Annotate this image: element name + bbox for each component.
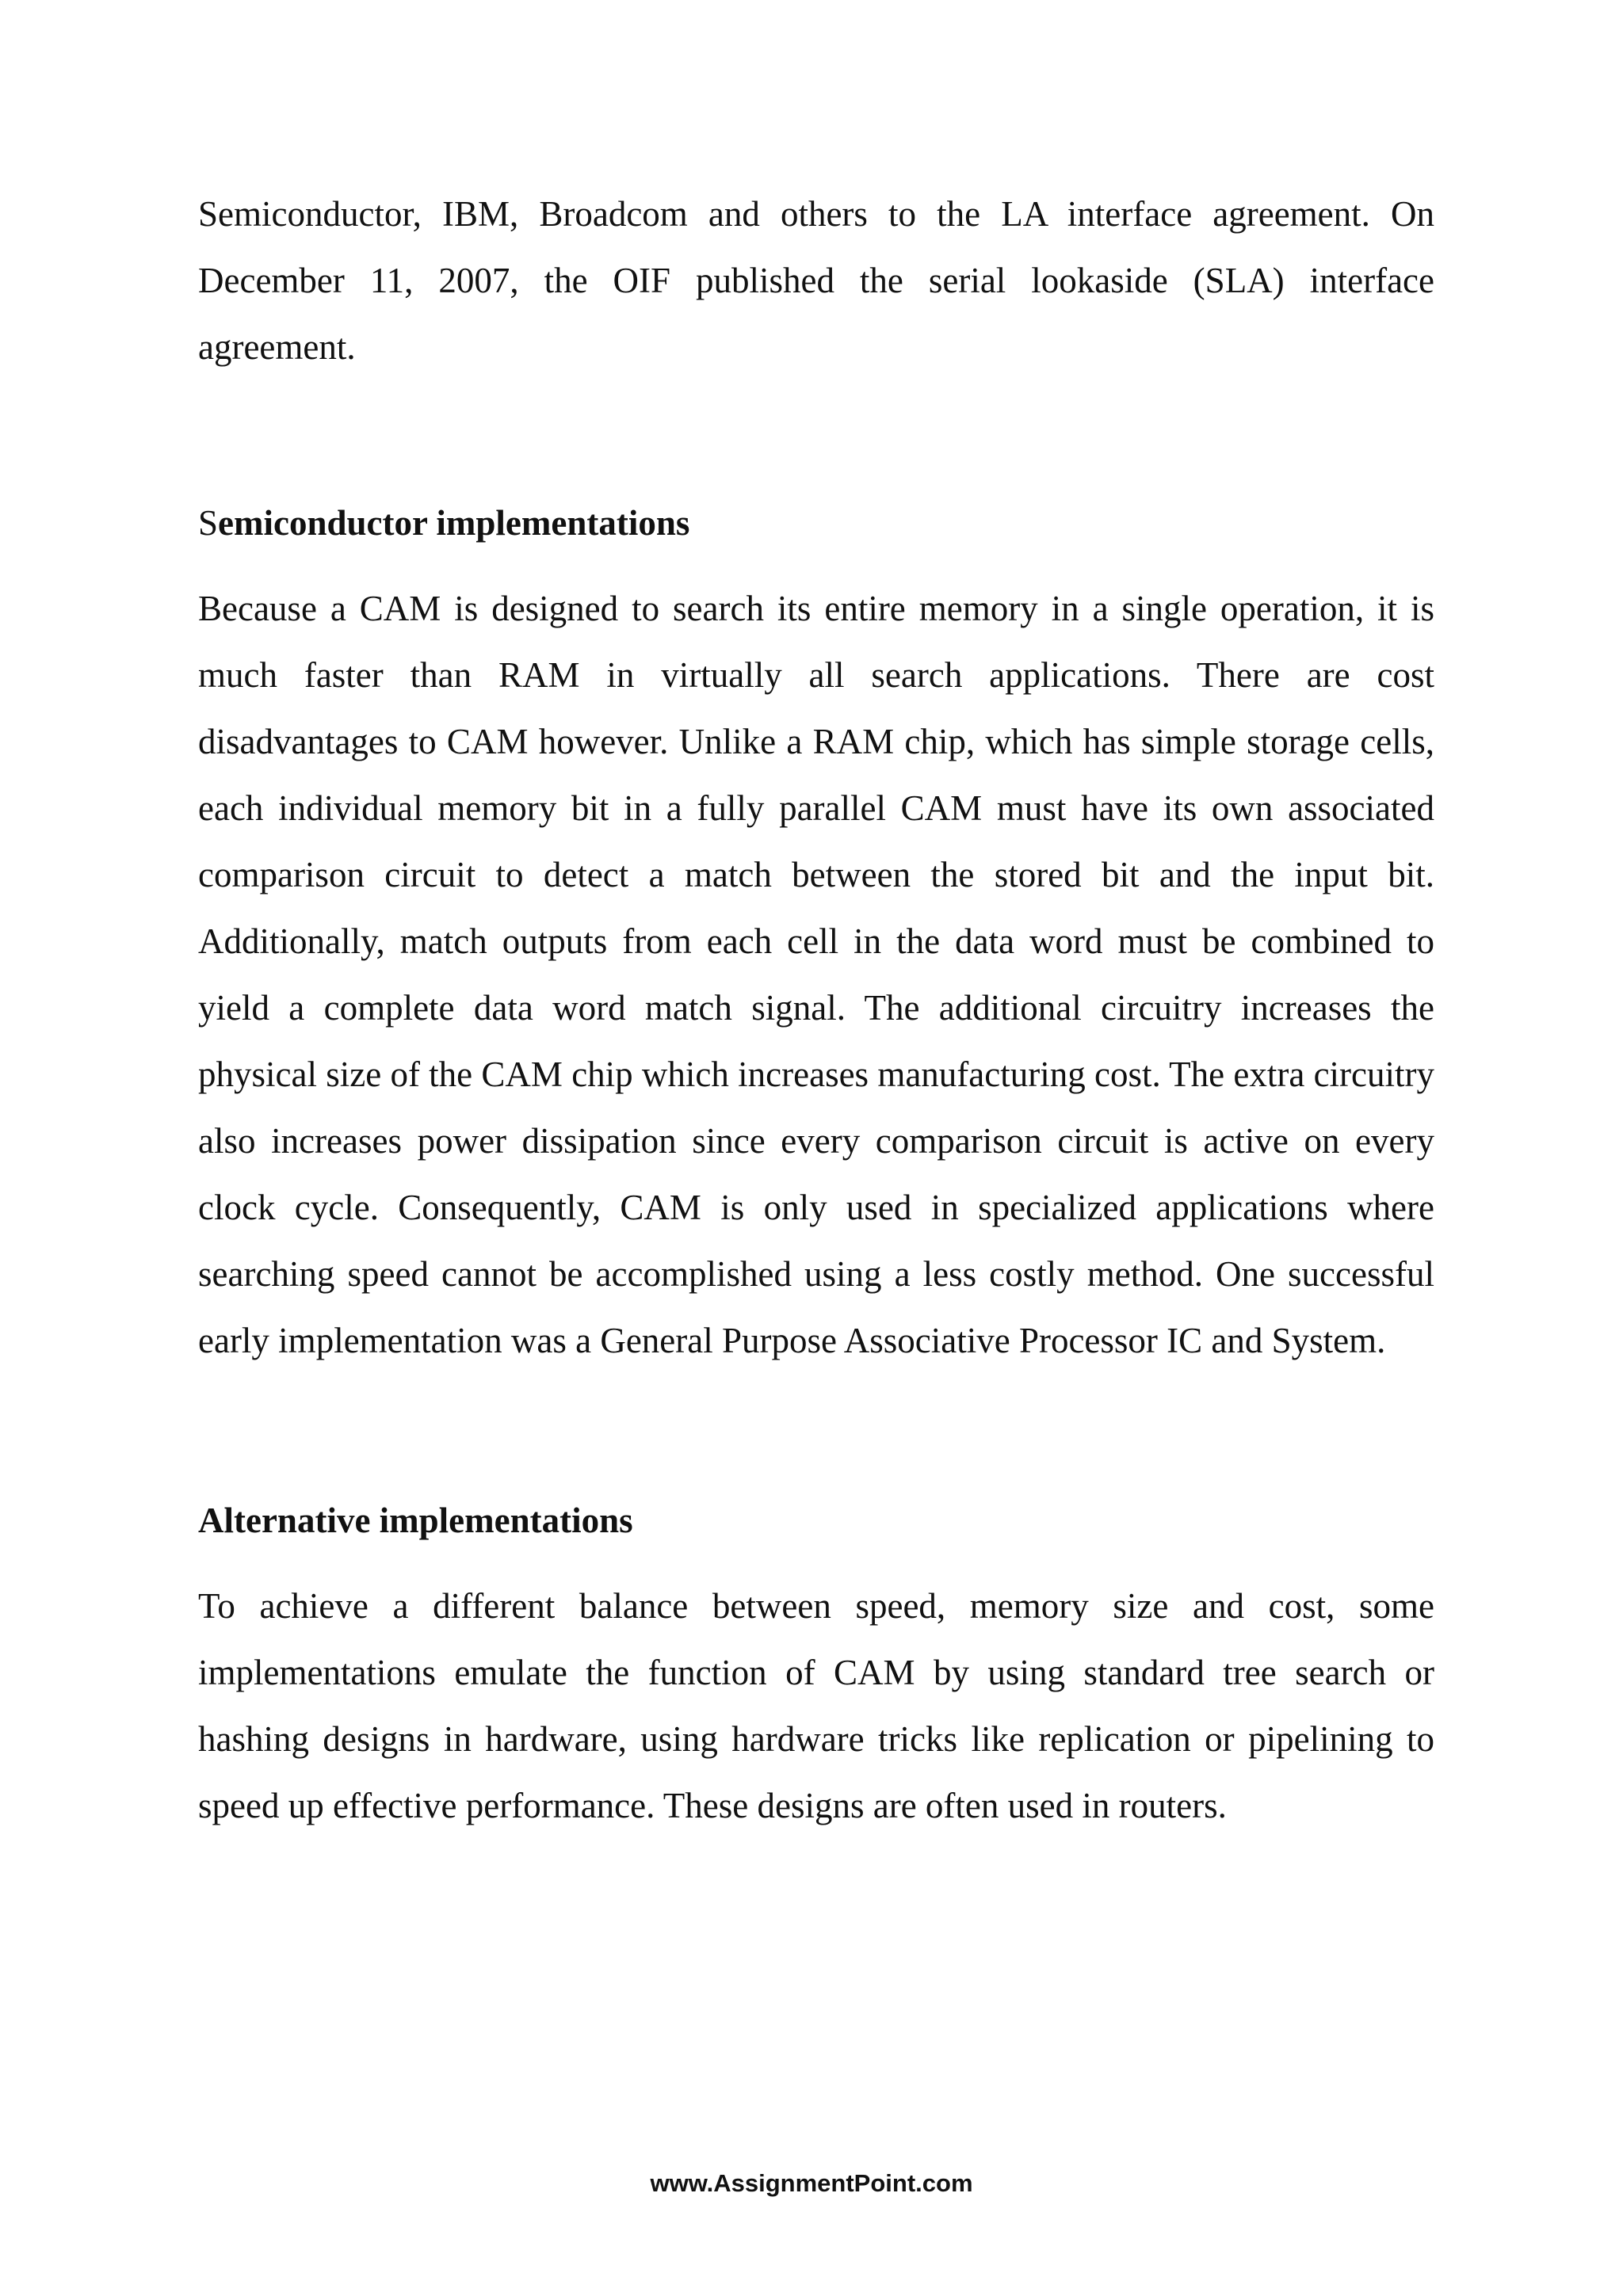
footer-website-url: www.AssignmentPoint.com <box>650 2169 973 2197</box>
document-page <box>198 181 1434 1839</box>
semiconductor-implementations-heading <box>198 499 1434 547</box>
alternative-implementations-paragraph: To achieve a different balance between speed, memory size and cost, some implementations emulate the function of CAM by using standard tree search or hashing designs in hardware, using hardware tricks like replication or pipelining to speed up effective performance. These designs are often used in routers. <box>198 1586 1434 1825</box>
intro-paragraph: Semiconductor, IBM, Broadcom and others to the LA interface agreement. On December 11, 2007, the OIF published the serial lookaside (SLA) interface agreement. <box>198 194 1434 367</box>
heading-rest: emiconductor implementations <box>218 503 690 543</box>
semiconductor-implementations-paragraph: Because a CAM is designed to search its entire memory in a single operation, it is much faster than RAM in virtually all search applications. There are cost disadvantages to CAM however. Unlike a RAM chip, which has simple storage cells, each individual memory bit in a fully parallel CAM must have its own associated comparison circuit to detect a match between the stored bit and the input bit. Additionally, match outputs from each cell in the data word must be combined to yield a complete data word match signal. The additional circuitry increases the physical size of the CAM chip which increases manufacturing cost. The extra circuitry also increases power dissipation since every comparison circuit is active on every clock cycle. Consequently, CAM is only used in specialized applications where searching speed cannot be accomplished using a less costly method. One successful early implementation was a General Purpose Associative Processor IC and System. <box>198 589 1434 1360</box>
heading-first-letter: S <box>198 503 219 543</box>
alternative-implementations-heading: Alternative implementations <box>198 1501 633 1540</box>
